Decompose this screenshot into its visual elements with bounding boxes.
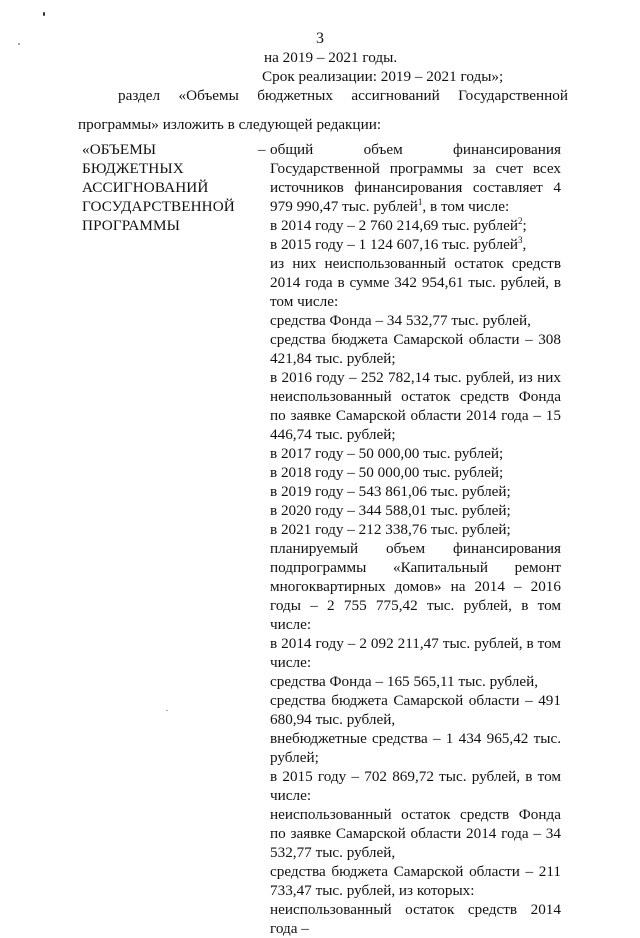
total-financing <box>270 140 561 216</box>
planned-2015: в 2015 году – 702 869,72 тыс. рублей, в том числе: <box>270 768 561 804</box>
heading-line: АССИГНОВАНИЙ <box>82 179 209 196</box>
planned-financing: планируемый объем финансирования подпрограммы «Капитальный ремонт многоквартирных домов» на 2014 – 2016 годы – 2 755 775,42 тыс. рублей, в том числе: <box>270 540 561 633</box>
planned-2014-budget: средства бюджета Самарской области – 491 680,94 тыс. рублей, <box>270 692 561 728</box>
footnote-marker: 3 <box>517 234 523 245</box>
footnote-marker: 1 <box>417 196 423 207</box>
heading-line: ПРОГРАММЫ <box>82 217 180 234</box>
section-heading <box>82 140 260 235</box>
remainder-2014: из них неиспользованный остаток средств 2014 года в сумме 342 954,61 тыс. рублей, в том числе: <box>270 255 561 310</box>
fund-2014: средства Фонда – 34 532,77 тыс. рублей, <box>270 312 531 329</box>
planned-2015-fund: неиспользованный остаток средств Фонда по заявке Самарской области 2014 года – 34 532,77 тыс. рублей, <box>270 806 561 861</box>
budget-2014: средства бюджета Самарской области – 308 421,84 тыс. рублей; <box>270 331 561 367</box>
planned-2014: в 2014 году – 2 092 211,47 тыс. рублей, в том числе: <box>270 635 561 671</box>
page-number: 3 <box>316 30 324 47</box>
heading-line: БЮДЖЕТНЫХ <box>82 160 184 177</box>
year-2014-text: в 2014 году – 2 760 214,69 тыс. рублей <box>270 217 518 234</box>
year-2017: в 2017 году – 50 000,00 тыс. рублей; <box>270 445 504 462</box>
year-2021: в 2021 году – 212 338,76 тыс. рублей; <box>270 521 511 538</box>
intro-line: программы» изложить в следующей редакции: <box>78 116 382 133</box>
year-2014-tail: ; <box>522 217 527 234</box>
planned-2014-extrabudget: внебюджетные средства – 1 434 965,42 тыс. рублей; <box>270 730 561 766</box>
heading-line: «ОБЪЕМЫ <box>82 141 157 158</box>
year-2015-text: в 2015 году – 1 124 607,16 тыс. рублей <box>270 236 518 253</box>
financing-details <box>270 140 561 938</box>
intro-line: Срок реализации: 2019 – 2021 годы»; <box>262 68 504 85</box>
year-2020: в 2020 году – 344 588,01 тыс. рублей; <box>270 502 511 519</box>
year-2019: в 2019 году – 543 861,06 тыс. рублей; <box>270 483 511 500</box>
year-2015-tail: , <box>522 236 527 253</box>
intro-line: на 2019 – 2021 годы. <box>264 49 398 66</box>
intro-line: раздел «Объемы бюджетных ассигнований Государственной <box>118 87 568 104</box>
total-financing-tail: , в том числе: <box>422 198 510 215</box>
total-financing-text: общий объем финансирования Государственной программы за счет всех источников финансирования составляет 4 979 990,47 тыс. рублей <box>270 141 561 215</box>
year-2015 <box>270 235 561 254</box>
planned-2014-fund: средства Фонда – 165 565,11 тыс. рублей, <box>270 673 538 690</box>
footnote-marker: 2 <box>517 215 523 226</box>
intro-text <box>78 48 568 134</box>
year-2016: в 2016 году – 252 782,14 тыс. рублей, из них неиспользованный остаток средств Фонда по заявке Самарской области 2014 года – 15 446,74 тыс. рублей; <box>270 369 561 443</box>
heading-dash: – <box>258 141 266 158</box>
year-2014 <box>270 216 561 235</box>
scan-speck <box>166 710 168 711</box>
planned-2015-remainder: неиспользованный остаток средств 2014 года – <box>270 901 561 937</box>
planned-2015-budget: средства бюджета Самарской области – 211 733,47 тыс. рублей, из которых: <box>270 863 561 899</box>
year-2018: в 2018 году – 50 000,00 тыс. рублей; <box>270 464 504 481</box>
scan-speck <box>43 12 45 16</box>
heading-line: ГОСУДАРСТВЕННОЙ <box>82 198 235 215</box>
